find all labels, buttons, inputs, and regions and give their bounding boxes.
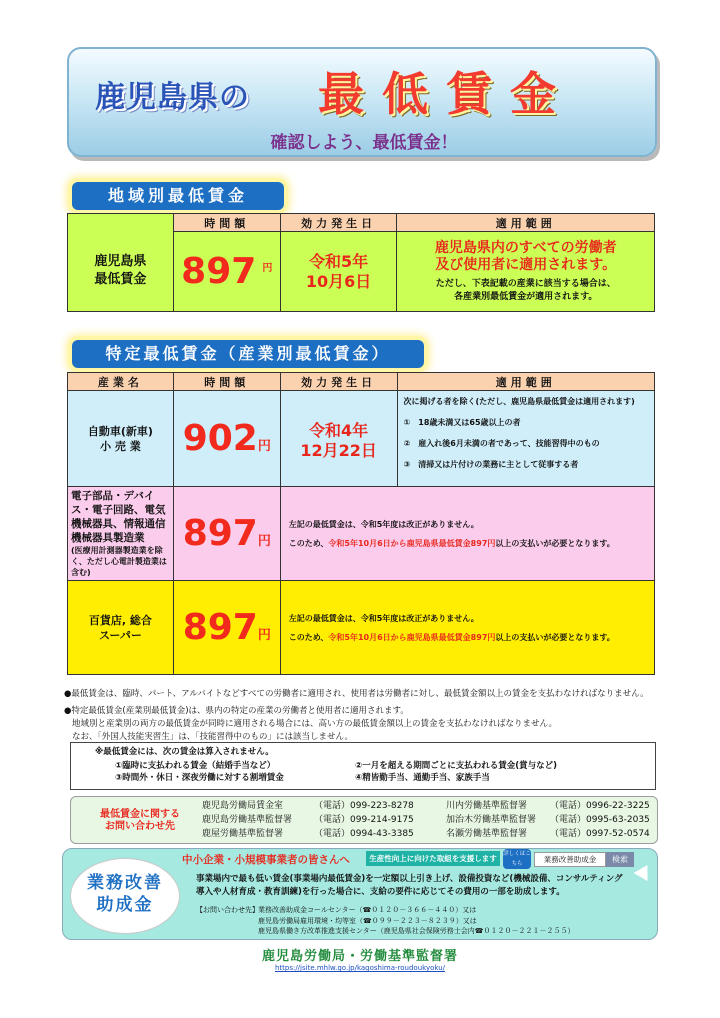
header-scope: 適用範囲 (397, 214, 655, 232)
header-scope: 適用範囲 (397, 373, 654, 391)
contacts-label: 最低賃金に関する お問い合わせ先 (100, 809, 180, 832)
wage-value: 897 (182, 607, 258, 648)
search-input[interactable]: 業務改善助成金 (534, 852, 606, 867)
wage-value: 897 (181, 251, 257, 292)
header-effective-date: 効力発生日 (280, 214, 397, 232)
subsidy-headline: 中小企業・小規模事業者の皆さんへ (182, 854, 350, 866)
search-button[interactable]: 検索 (606, 852, 634, 867)
contacts-left (202, 799, 414, 841)
wage-value: 897 (182, 513, 258, 554)
contact-row: 鹿屋労働基準監督署 （電話）0994-43-3385 (202, 829, 414, 839)
regional-wage: 897 $^円$ (173, 232, 280, 312)
contact-row: 加治木労働基準監督署 （電話）0995-63-2035 (446, 815, 650, 825)
regional-name: 鹿児島県 最低賃金 (68, 232, 174, 312)
header-hourly: 時間額 (173, 373, 280, 391)
contact-row: 名瀬労働基準監督署 （電話）0997-52-0574 (446, 829, 650, 839)
specific-wage-table (67, 372, 655, 675)
regional-scope: 鹿児島県内のすべての労働者 及び使用者に適用されます。 ただし、下表記載の産業に該当する場合は、 各産業別最低賃金が適用されます。 (397, 232, 655, 312)
regional-date: 令和5年 10月6日 (280, 232, 397, 312)
banner-title-main: 最低賃金 (318, 67, 574, 121)
contacts-right (446, 799, 650, 841)
specific-section-title: 特定最低賃金（産業別最低賃金） (72, 340, 424, 368)
subsidy-label: 業務改善 助成金 (87, 873, 163, 915)
banner-subtitle: 確認しよう、最低賃金！ (270, 133, 458, 153)
contact-row: 川内労働基準監督署 （電話）0996-22-3225 (446, 801, 650, 811)
footer-url-link[interactable]: https://jsite.mhlw.go.jp/kagoshima-roudoukyoku/ (274, 964, 446, 972)
details-bubble[interactable]: 詳しくはこちら (503, 851, 531, 867)
header-effective-date: 効力発生日 (280, 373, 397, 391)
regional-section-title: 地域別最低賃金 (72, 182, 284, 210)
subsidy-tag: 生産性向上に向けた取組を支援します (366, 851, 500, 866)
exclusions-box: ※最低賃金には、次の賃金は算入されません。 ①臨時に支払われる賃金（結婚手当など） ③時間外・休日・深夜労働に対する割増賃金 ②一月を超える期間ごとに支払われる賃金(賞与など) ④精皆勤手当、通勤手当、家族手当 (70, 742, 656, 790)
footer-org: 鹿児島労働局・労働基準監督署 (261, 949, 458, 964)
wage-value: 902 (182, 418, 258, 459)
regional-wage-table (67, 213, 655, 312)
contact-row: 鹿児島労働局賃金室 （電話）099-223-8278 (202, 801, 414, 811)
subsidy-body: 事業場内で最も低い賃金(事業場内最低賃金)を一定額以上引き上げ、設備投資など(機械設備、コンサルティング 導入や人材育成・教育訓練)を行った場合に、支給の要件に応じてその費用の一部を助成します。 (196, 874, 623, 897)
table-row: 百貨店, 総合 スーパー 897円 左記の最低賃金は、令和5年度は改正がありません。 このため、令和5年10月6日から鹿児島県最低賃金897円以上の支払いが必要となります。 (68, 581, 655, 675)
banner-title-prefix: 鹿児島県の (95, 80, 250, 115)
header-industry: 産業名 (68, 373, 174, 391)
notes: ●最低賃金は、臨時、パート、アルバイトなどすべての労働者に適用され、使用者は労働者に対し、最低賃金額以上の賃金を支払わなければなりません。 ●特定最低賃金(産業別最低賃金)は、県内の特定の産業の労働者と使用者に適用されます。 地域別と産業別の両方の最低賃金が同時に適用される場合には、高い方の最低賃金額以上の賃金を支払わなければなりません。 なお、「外国人技能実習生」は、「技能習得中のもの」には該当しません。 (64, 689, 649, 742)
header-hourly: 時間額 (173, 214, 280, 232)
table-row: 電子部品・デバイス・電子回路、電気機械器具、情報通信機械器具製造業 (医療用計測器製造業を除く、ただし心電計製造業は含む) 897円 左記の最低賃金は、令和5年度は改正がありません。 このため、令和5年10月6日から鹿児島県最低賃金897円以上の支払いが必要となります。 (68, 487, 655, 581)
contact-row: 鹿児島労働基準監督署 （電話）099-214-9175 (202, 815, 414, 825)
subsidy-contacts: 【お問い合わせ先】 業務改善助成金コールセンター（☎０１２０－３６６－４４０）又は 鹿児島労働局雇用環境・均等室（☎０９９－２２３－８２３９）又は 鹿児島県働き方改革推進支援センター（鹿児島県社会保険労務士会内☎０１２０－２２１－２５５） (196, 906, 575, 935)
table-row: 自動車(新車) 小 売 業 902円 令和4年 12月22日 次に掲げる者を除く(ただし、鹿児島県最低賃金は適用されます) ① 18歳未満又は65歳以上の者 ② 雇入れ後6月未満の者であって、技能習得中のもの ③ 清掃又は片付けの業務に主として従事する者 (68, 391, 655, 487)
